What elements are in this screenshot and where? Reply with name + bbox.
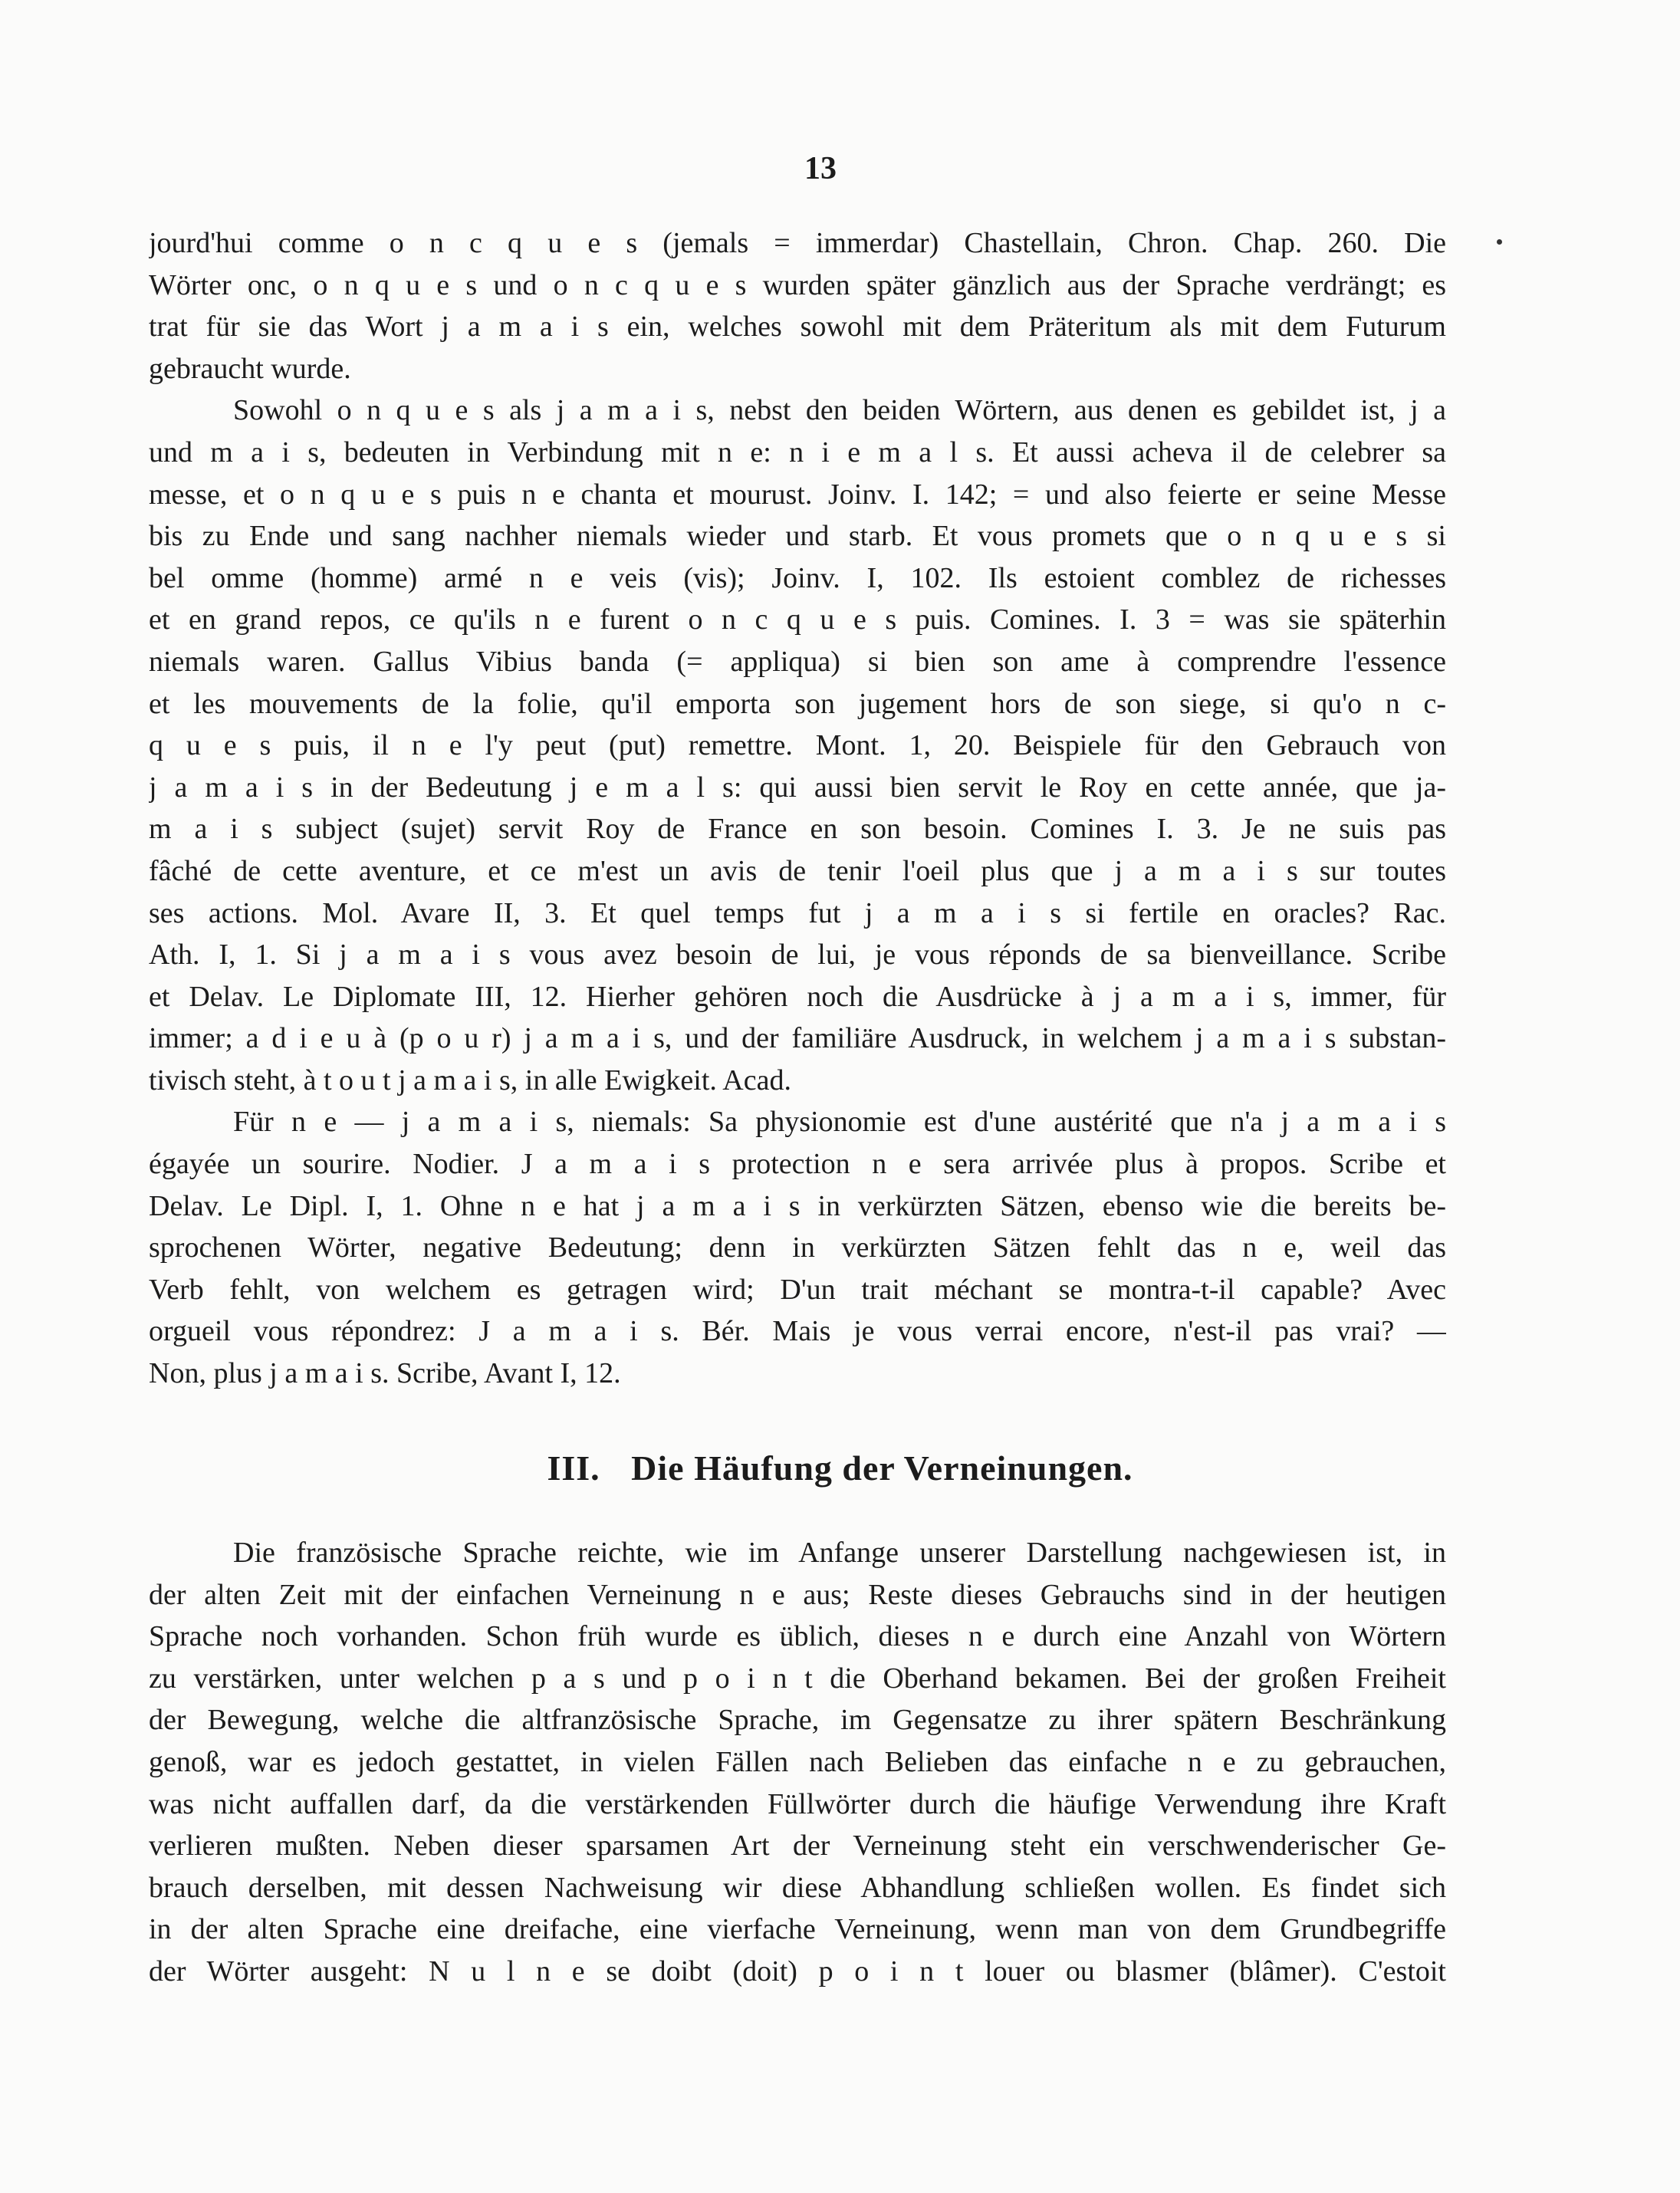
text-line: Verb fehlt, von welchem es getragen wird; D'un trait méchant se montra-t-il capable? Avec (149, 1273, 1446, 1306)
text-line: zu verstärken, unter welchen p a s und p o i n t die Oberhand bekamen. Bei der großen Freiheit (149, 1662, 1446, 1695)
text-line: et Delav. Le Diplomate III, 12. Hierher gehören noch die Ausdrücke à j a m a i s, immer, für (149, 980, 1446, 1013)
body-text-bottom (149, 1532, 1446, 1993)
text-line: égayée un sourire. Nodier. J a m a i s protection n e sera arrivée plus à propos. Scribe et (149, 1148, 1446, 1181)
text-line: Non, plus j a m a i s. Scribe, Avant I, 12. (149, 1357, 621, 1390)
text-line: ses actions. Mol. Avare II, 3. Et quel temps fut j a m a i s si fertile en oracles? Rac. (149, 896, 1446, 929)
body-text-top (149, 222, 1446, 1395)
text-line: et les mouvements de la folie, qu'il emporta son jugement hors de son siege, si qu'o n c- (149, 687, 1446, 720)
text-line: was nicht auffallen darf, da die verstärkenden Füllwörter durch die häufige Verwendung ihre Kraft (149, 1787, 1446, 1820)
ink-speck (1497, 239, 1502, 245)
text-line: q u e s puis, il n e l'y peut (put) remettre. Mont. 1, 20. Beispiele für den Gebrauch von (149, 729, 1446, 762)
text-line: genoß, war es jedoch gestattet, in vielen Fällen nach Belieben das einfache n e zu gebrauchen, (149, 1745, 1446, 1778)
section-heading (0, 1448, 1680, 1488)
text-line: jourd'hui comme o n c q u e s (jemals = immerdar) Chastellain, Chron. Chap. 260. Die (149, 227, 1446, 259)
text-line: m a i s subject (sujet) servit Roy de France en son besoin. Comines I. 3. Je ne suis pas (149, 813, 1446, 846)
text-line: in der alten Sprache eine dreifache, eine vierfache Verneinung, wenn man von dem Grundbegriffe (149, 1913, 1446, 1946)
text-line: der Bewegung, welche die altfranzösische Sprache, im Gegensatze zu ihrer spätern Beschränkung (149, 1704, 1446, 1737)
text-line: niemals waren. Gallus Vibius banda (= appliqua) si bien son ame à comprendre l'essence (149, 645, 1446, 678)
text-line: gebraucht wurde. (149, 352, 351, 385)
text-line: sprochenen Wörter, negative Bedeutung; denn in verkürzten Sätzen fehlt das n e, weil das (149, 1231, 1446, 1264)
text-line: messe, et o n q u e s puis n e chanta et mourust. Joinv. I. 142; = und also feierte er seine Messe (149, 478, 1446, 511)
text-line: j a m a i s in der Bedeutung j e m a l s: qui aussi bien servit le Roy en cette année, que ja- (149, 771, 1446, 804)
text-line: bis zu Ende und sang nachher niemals wieder und starb. Et vous promets que o n q u e s si (149, 520, 1446, 553)
text-line: der alten Zeit mit der einfachen Verneinung n e aus; Reste dieses Gebrauchs sind in der heutigen (149, 1578, 1446, 1611)
text-line: bel omme (homme) armé n e veis (vis); Joinv. I, 102. Ils estoient comblez de richesses (149, 561, 1446, 594)
page-number: 13 (804, 151, 837, 186)
section-title: Die Häufung der Verneinungen. (631, 1448, 1133, 1488)
text-line: fâché de cette aventure, et ce m'est un avis de tenir l'oeil plus que j a m a i s sur toutes (149, 854, 1446, 887)
text-line: Ath. I, 1. Si j a m a i s vous avez besoin de lui, je vous réponds de sa bienveillance. Scribe (149, 939, 1446, 972)
text-line: Wörter onc, o n q u e s und o n c q u e s wurden später gänzlich aus der Sprache verdrängt; es (149, 268, 1446, 301)
text-line: et en grand repos, ce qu'ils n e furent o n c q u e s puis. Comines. I. 3 = was sie späterhin (149, 603, 1446, 636)
text-line: Für n e — j a m a i s, niemals: Sa physionomie est d'une austérité que n'a j a m a i s (233, 1106, 1446, 1139)
text-line: trat für sie das Wort j a m a i s ein, welches sowohl mit dem Präteritum als mit dem Futurum (149, 311, 1446, 344)
text-line: Die französische Sprache reichte, wie im Anfange unserer Darstellung nachgewiesen ist, in (233, 1537, 1446, 1569)
text-line: Sowohl o n q u e s als j a m a i s, nebst den beiden Wörtern, aus denen es gebildet ist, j a (233, 394, 1446, 427)
text-line: orgueil vous répondrez: J a m a i s. Bér. Mais je vous verrai encore, n'est-il pas vrai? — (149, 1315, 1446, 1348)
text-line: verlieren mußten. Neben dieser sparsamen Art der Verneinung steht ein verschwenderischer Ge- (149, 1830, 1446, 1863)
text-line: und m a i s, bedeuten in Verbindung mit n e: n i e m a l s. Et aussi acheva il de celebrer sa (149, 436, 1446, 469)
text-line: tivisch steht, à t o u t j a m a i s, in alle Ewigkeit. Acad. (149, 1064, 791, 1096)
section-numeral: III. (547, 1448, 600, 1488)
text-line: brauch derselben, mit dessen Nachweisung wir diese Abhandlung schließen wollen. Es findet sich (149, 1871, 1446, 1904)
text-line: immer; a d i e u à (p o u r) j a m a i s, und der familiäre Ausdruck, in welchem j a m a i s substan- (149, 1022, 1446, 1055)
text-line: Sprache noch vorhanden. Schon früh wurde es üblich, dieses n e durch eine Anzahl von Wörtern (149, 1620, 1446, 1653)
text-line: Delav. Le Dipl. I, 1. Ohne n e hat j a m a i s in verkürzten Sätzen, ebenso wie die bereits be- (149, 1189, 1446, 1222)
text-line: der Wörter ausgeht: N u l n e se doibt (doit) p o i n t louer ou blasmer (blâmer). C'estoit (149, 1955, 1446, 1988)
